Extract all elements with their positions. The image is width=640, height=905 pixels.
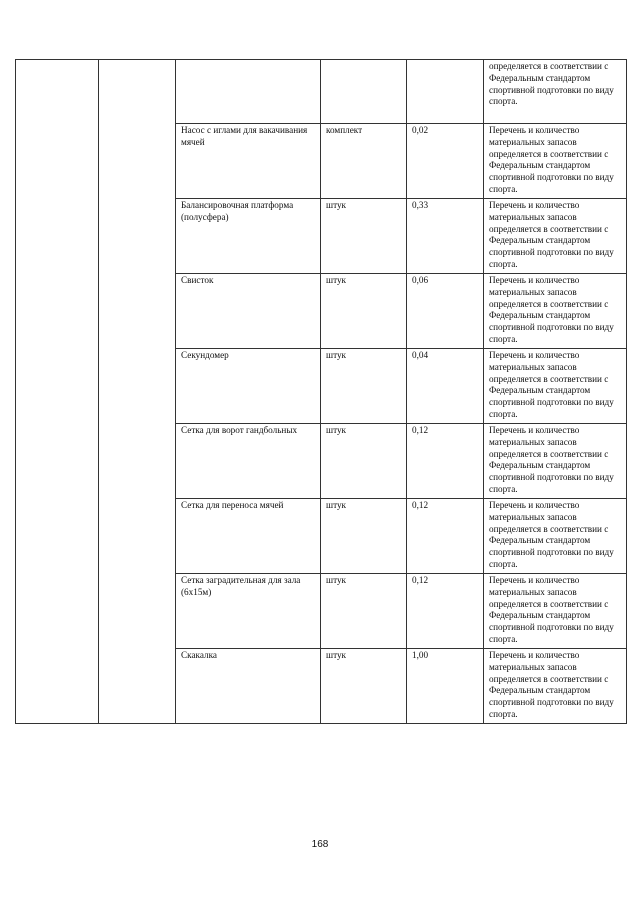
quantity-cell [407,60,484,124]
table-row [16,60,627,124]
merged-cell-second [99,60,176,724]
quantity-cell: 0,06 [407,274,484,349]
quantity-cell: 0,33 [407,199,484,274]
materials-table [15,59,627,724]
unit-cell: штук [321,199,407,274]
quantity-cell: 0,02 [407,124,484,199]
note-text: определяется в соответствии с Федеральным стандартом спортивной подготовки по виду спорта. [489,61,614,107]
note-cell [484,60,627,124]
quantity-cell: 0,12 [407,574,484,649]
unit-cell: штук [321,274,407,349]
item-name-cell [176,60,321,124]
unit-cell: штук [321,424,407,499]
quantity-cell: 1,00 [407,649,484,724]
note-cell: Перечень и количество материальных запасов определяется в соответствии с Федеральным стандартом спортивной подготовки по виду спорта. [484,274,627,349]
quantity-cell: 0,12 [407,499,484,574]
item-name-cell: Сетка для переноса мячей [176,499,321,574]
merged-cell-left [16,60,99,724]
item-name-cell: Насос с иглами для вакачивания мячей [176,124,321,199]
quantity-cell: 0,12 [407,424,484,499]
note-cell: Перечень и количество материальных запасов определяется в соответствии с Федеральным стандартом спортивной подготовки по виду спорта. [484,199,627,274]
unit-cell: комплект [321,124,407,199]
quantity-cell: 0,04 [407,349,484,424]
note-cell: Перечень и количество материальных запасов определяется в соответствии с Федеральным стандартом спортивной подготовки по виду спорта. [484,574,627,649]
item-name-cell: Сетка для ворот гандбольных [176,424,321,499]
item-name-cell: Сетка заградительная для зала (6х15м) [176,574,321,649]
item-name-cell: Секундомер [176,349,321,424]
item-name-cell: Балансировочная платформа (полусфера) [176,199,321,274]
item-name-cell: Скакалка [176,649,321,724]
note-cell: Перечень и количество материальных запасов определяется в соответствии с Федеральным стандартом спортивной подготовки по виду спорта. [484,649,627,724]
note-cell: Перечень и количество материальных запасов определяется в соответствии с Федеральным стандартом спортивной подготовки по виду спорта. [484,499,627,574]
page-number: 168 [311,839,329,850]
note-cell: Перечень и количество материальных запасов определяется в соответствии с Федеральным стандартом спортивной подготовки по виду спорта. [484,424,627,499]
unit-cell: штук [321,574,407,649]
unit-cell: штук [321,349,407,424]
note-cell: Перечень и количество материальных запасов определяется в соответствии с Федеральным стандартом спортивной подготовки по виду спорта. [484,349,627,424]
item-name-cell: Свисток [176,274,321,349]
note-cell: Перечень и количество материальных запасов определяется в соответствии с Федеральным стандартом спортивной подготовки по виду спорта. [484,124,627,199]
unit-cell [321,60,407,124]
unit-cell: штук [321,649,407,724]
unit-cell: штук [321,499,407,574]
